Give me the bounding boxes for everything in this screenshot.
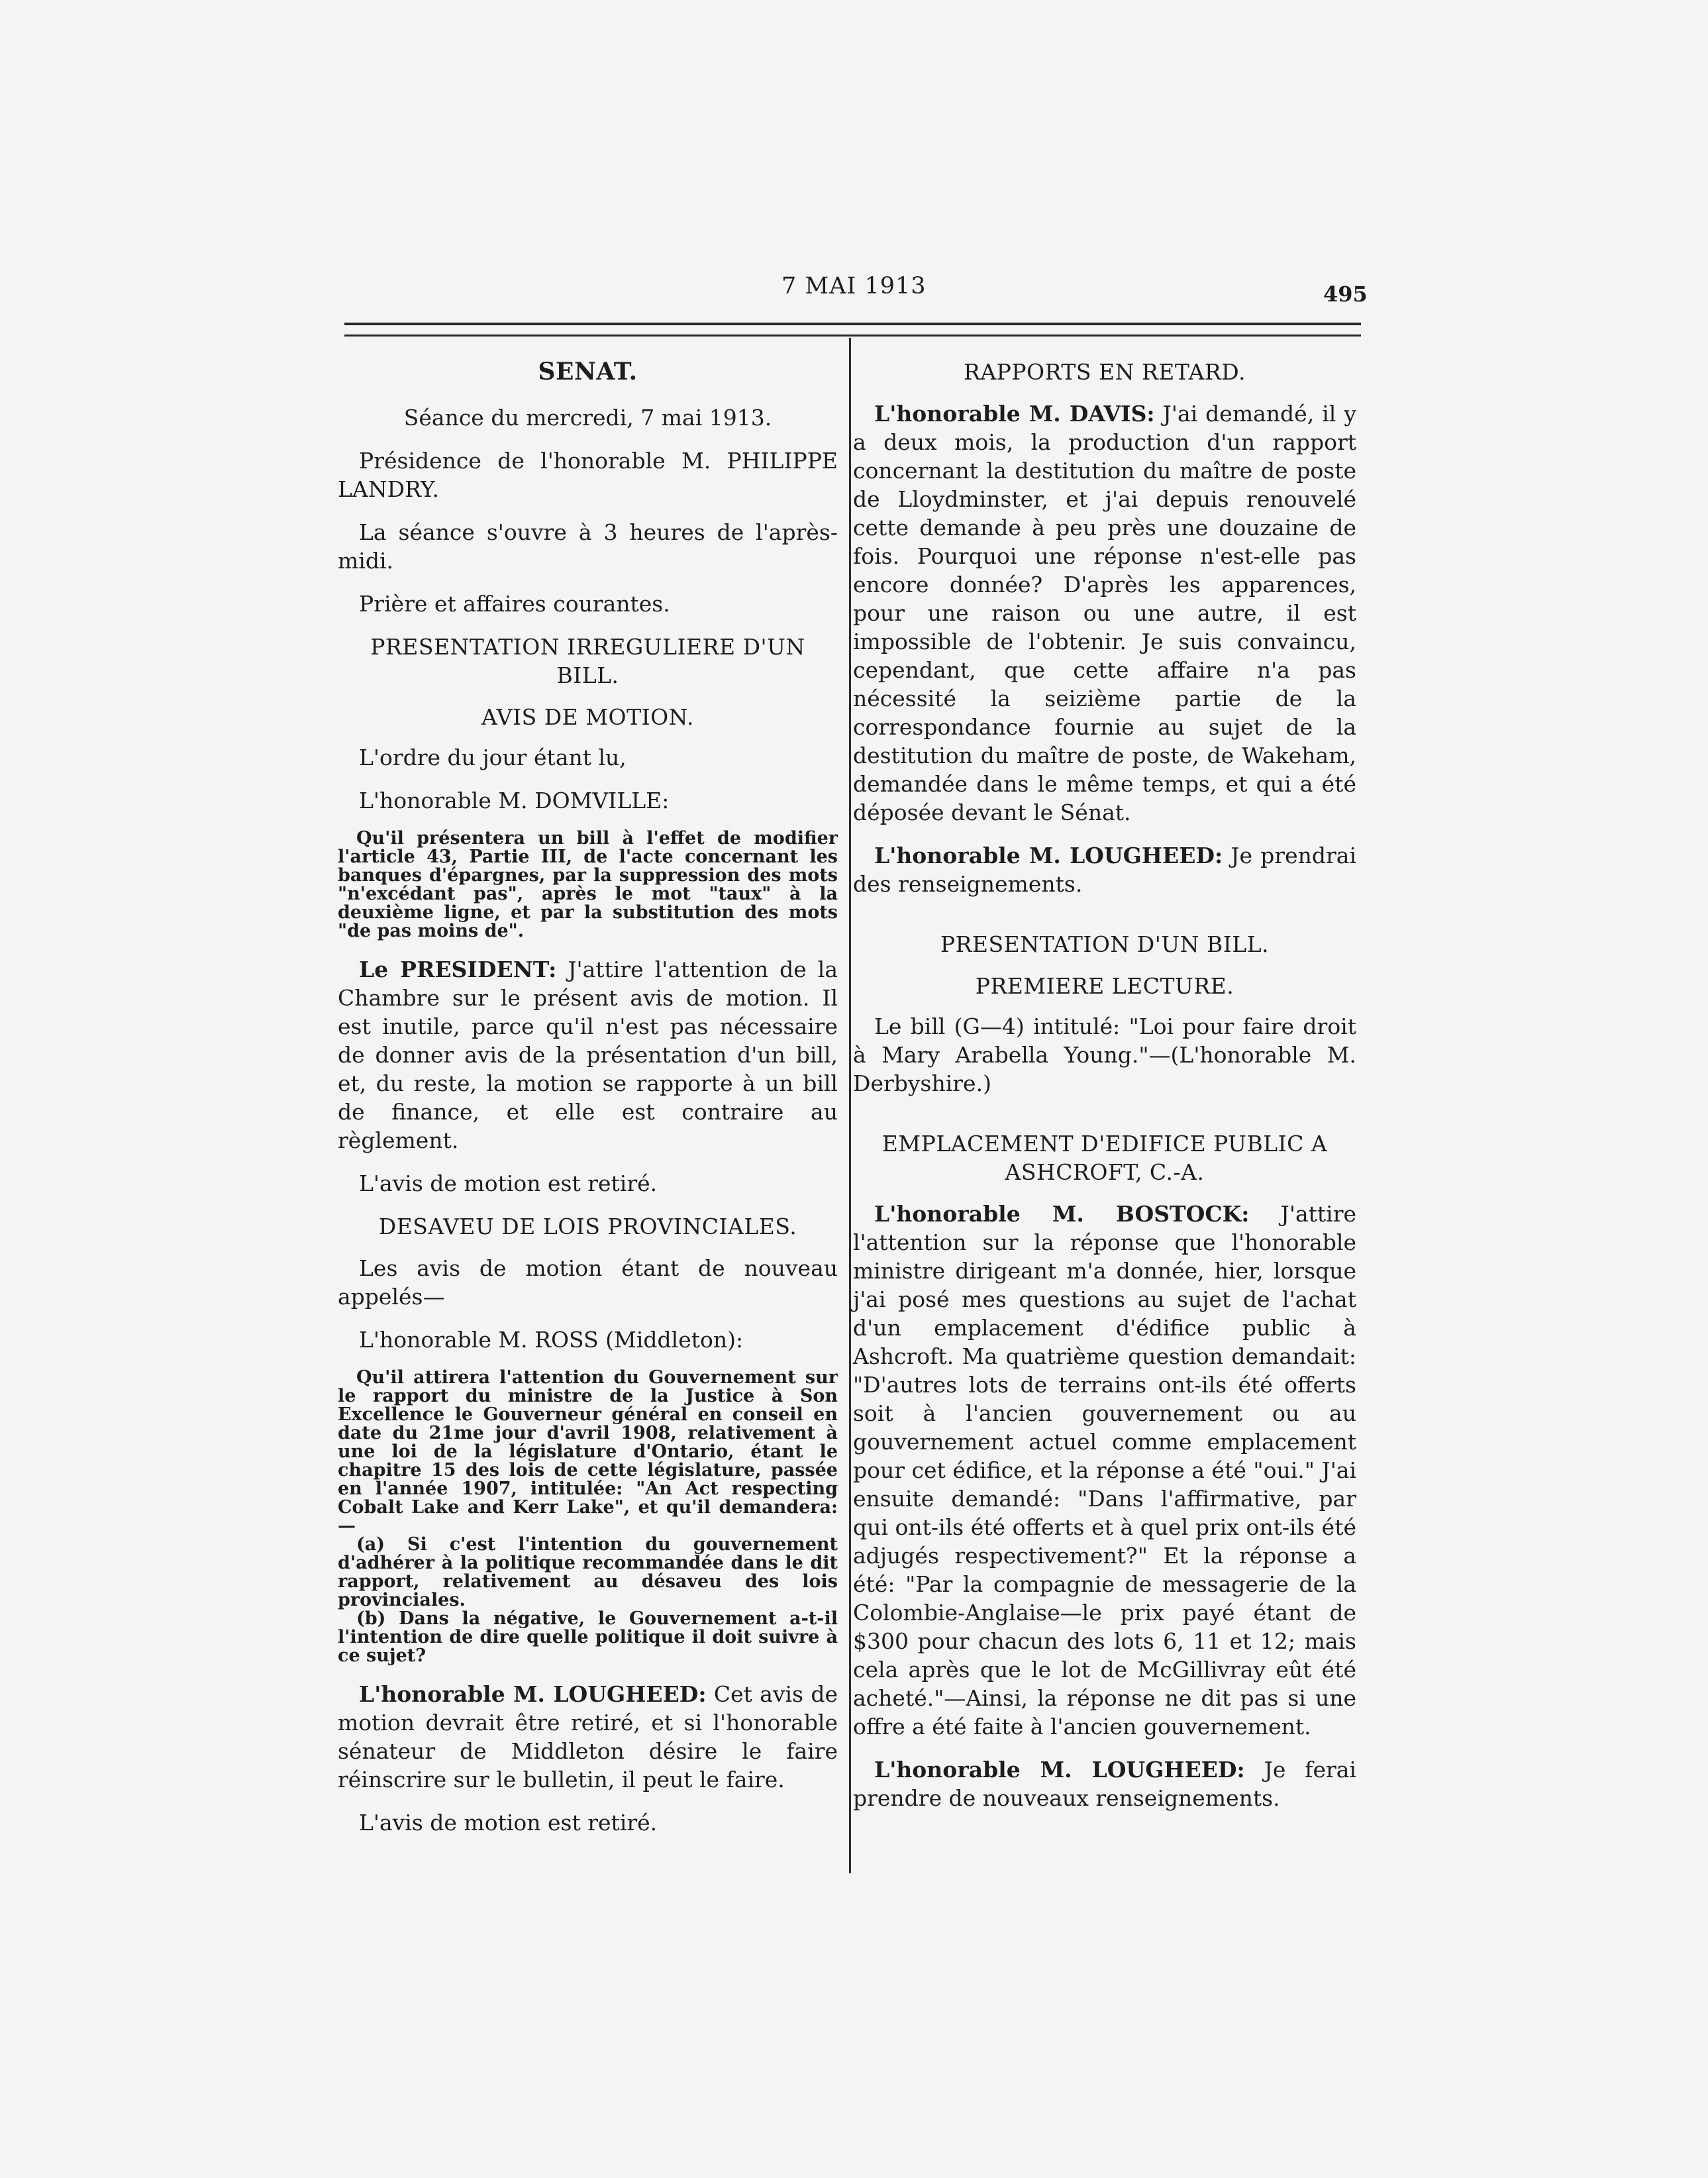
withdrawn-line: L'avis de motion est retiré. [359,1810,658,1836]
speech-text: J'attire l'attention de la Chambre sur le présent avis de motion. Il est inutile, parce qu'il n'est pas nécessaire de donner avis de la présentation d'un bill, et, du reste, la motion se rapporte à un bill de finance, et elle est contraire au règlement. [338,957,838,1153]
speaker-intro: L'honorable M. DOMVILLE: [359,788,670,813]
speech-text: Je ferai prendre de nouveaux renseignements. [853,1757,1356,1811]
page-number: 495 [1323,282,1368,307]
speech-text: J'attire l'attention sur la réponse que l'honorable ministre dirigeant m'a donnée, hier, lorsque j'ai posé mes questions au sujet de l'achat d'un emplacement d'édifice public à Ashcroft. Ma quatrième question demandait: "D'autres lots de terrains ont-ils été offerts soit à l'ancien gouvernement ou au gouvernement actuel comme emplacement pour cet édifice, et la réponse a été "oui." J'ai ensuite demandé: "Dans l'affirmative, par qui ont-ils été offerts et à quel prix ont-ils été adjugés respectivement?" Et la réponse a été: "Par la compagnie de messagerie de la Colombie-Anglaise—le prix payé étant de $300 pour chacun des lots 6, 11 et 12; mais cela après que le lot de McGillivray eût été acheté."—Ainsi, la réponse ne dit pas si une offre a été faite à l'ancien gouvernement. [853,1201,1356,1739]
running-head-date: 7 MAI 1913 [781,273,927,299]
section-heading: DESAVEU DE LOIS PROVINCIALES. [378,1214,797,1239]
speaker-intro: L'honorable M. ROSS (Middleton): [359,1327,744,1353]
speech-paragraph [853,399,1356,827]
motion-item-b: (b) Dans la négative, le Gouvernement a-t-il l'intention de dire quelle politique il doit suivre à ce sujet? [338,1608,838,1666]
session-line: Séance du mercredi, 7 mai 1913. [403,405,772,431]
header-rule [344,323,1361,325]
speaker-name: L'honorable M. LOUGHEED: [874,1757,1245,1783]
opening-line: La séance s'ouvre à 3 heures de l'après-midi. [338,519,838,574]
speech-paragraph [853,841,1356,898]
senate-title: SENAT. [538,358,638,386]
column-divider [849,338,851,1873]
speaker-name: Le PRESIDENT: [359,957,557,982]
order-line: L'ordre du jour étant lu, [359,745,627,770]
speech-paragraph [853,1200,1356,1741]
speech-paragraph [338,955,838,1155]
speech-text: Je prendrai des renseignements. [853,843,1356,897]
section-subheading: PREMIERE LECTURE. [975,973,1234,999]
presidence-line: Présidence de l'honorable M. PHILIPPE LANDRY. [338,448,838,502]
section-heading: RAPPORTS EN RETARD. [963,359,1246,385]
speech-text: Cet avis de motion devrait être retiré, et si l'honorable sénateur de Middleton désire le faire réinscrire sur le bulletin, il peut le faire. [338,1681,838,1792]
section-heading: PRESENTATION D'UN BILL. [940,931,1270,957]
prayer-line: Prière et affaires courantes. [359,591,670,617]
speech-paragraph [338,1680,838,1794]
left-column [338,358,838,1851]
motion-text [338,829,838,941]
motion-paragraph: Qu'il attirera l'attention du Gouvernement sur le rapport du ministre de la Justice à Son Excellence le Gouverneur général en conseil en date du 21me jour d'avril 1908, relativement à une loi de la législature d'Ontario, étant le chapitre 15 des lois de cette législature, passée en l'année 1907, intitulée: "An Act respecting Cobalt Lake and Kerr Lake", et qu'il demandera:— [338,1367,838,1536]
right-column [853,358,1356,1827]
bill-paragraph: Le bill (G—4) intitulé: "Loi pour faire droit à Mary Arabella Young."—(L'honorable M. Derbyshire.) [853,1013,1356,1096]
speaker-name: L'honorable M. LOUGHEED: [874,843,1223,868]
speaker-name: L'honorable M. BOSTOCK: [874,1201,1250,1227]
header-rule-secondary [344,335,1361,337]
notices-line: Les avis de motion étant de nouveau appelés— [338,1255,838,1310]
speaker-name: L'honorable M. LOUGHEED: [359,1681,707,1707]
speech-paragraph [853,1755,1356,1812]
speaker-name: L'honorable M. DAVIS: [874,401,1155,427]
motion-paragraph: Qu'il présentera un bill à l'effet de modifier l'article 43, Partie III, de l'acte concernant les banques d'épargnes, par la suppression des mots "n'excédant pas", après le mot "taux" à la deuxième ligne, et par la substitution des mots "de pas moins de". [338,828,838,941]
section-subheading: AVIS DE MOTION. [481,704,694,730]
section-heading: EMPLACEMENT D'EDIFICE PUBLIC A ASHCROFT, C.-A. [881,1131,1328,1185]
speech-text: J'ai demandé, il y a deux mois, la production d'un rapport concernant la destitution du maître de poste de Lloydminster, et j'ai depuis renouvelé cette demande à peu près une douzaine de fois. Pourquoi une réponse n'est-elle pas encore donnée? D'après les apparences, pour une raison ou une autre, il est impossible de l'obtenir. Je suis convaincu, cependant, que cette affaire n'a pas nécessité la seizième partie de la correspondance fournie au sujet de la destitution du maître de poste, de Wakeham, demandée dans le même temps, et qui a été déposée devant le Sénat. [853,401,1356,825]
motion-text [338,1369,838,1665]
section-heading: PRESENTATION IRREGULIERE D'UN BILL. [370,634,805,688]
withdrawn-line: L'avis de motion est retiré. [359,1170,658,1196]
motion-item-a: (a) Si c'est l'intention du gouvernement d'adhérer à la politique recommandée dans le dit rapport, relativement au désaveu des lois provinciales. [338,1534,838,1610]
